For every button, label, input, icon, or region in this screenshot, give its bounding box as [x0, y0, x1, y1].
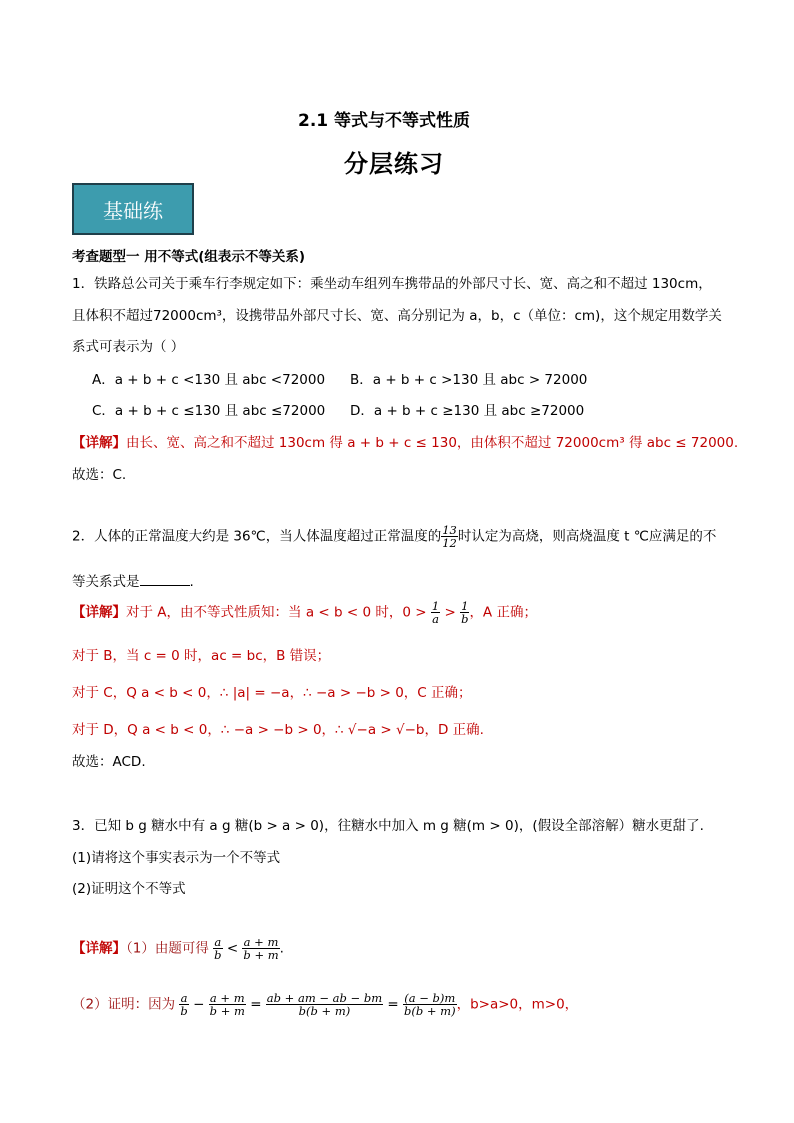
equals-sign: =: [250, 996, 262, 1013]
q2-line2-text: 等关系式是: [72, 574, 140, 590]
q3-d2-pre: （2）证明：因为: [72, 996, 176, 1013]
fraction: [242, 936, 279, 961]
frac-numerator: 13: [442, 523, 457, 537]
q1-answer: 故选：C.: [72, 467, 127, 483]
q2-line2-end: .: [189, 574, 194, 590]
q2-detail-d: 对于 D，Q a < b < 0，∴ −a > −b > 0，∴ √−a > √−b，D 正确.: [72, 722, 484, 738]
q1-option-a: A．a + b + c <130 且 abc <72000: [92, 372, 326, 388]
q2-answer: 故选：ACD.: [72, 754, 146, 770]
q1-detail-text: 由长、宽、高之和不超过 130cm 得 a + b + c ≤ 130，由体积不超过 72000cm³ 得 abc ≤ 72000.: [126, 435, 739, 451]
frac-denominator: b: [461, 612, 469, 626]
detail-tag: 【详解】: [72, 435, 126, 451]
period: .: [279, 940, 284, 957]
frac-denominator: b: [214, 948, 222, 962]
answer-blank[interactable]: [140, 573, 190, 586]
equals-sign: =: [387, 996, 399, 1013]
q2-detail-a: [72, 600, 537, 625]
q2-detail-b: 对于 B，当 c = 0 时，ac = bc，B 错误；: [72, 648, 331, 664]
gt-sign: >: [444, 604, 456, 621]
minus-sign: −: [193, 996, 205, 1013]
q1-option-d: D．a + b + c ≥130 且 abc ≥72000: [350, 403, 585, 419]
q1-option-b: B．a + b + c >130 且 abc > 72000: [350, 372, 588, 388]
q1-line2: 且体积不超过72000cm³，设携带品外部尺寸长、宽、高分别记为 a，b，c（单位：cm)，这个规定用数学关: [72, 308, 722, 324]
frac-numerator: 1: [431, 599, 440, 613]
q3-detail-1: [72, 936, 284, 961]
frac-numerator: a: [214, 935, 222, 949]
frac-denominator: b(b + m): [404, 1004, 456, 1018]
q2-da-pre: 对于 A，由不等式性质知：当 a < b < 0 时，0 >: [126, 604, 427, 621]
frac-denominator: a: [432, 612, 439, 626]
q3-sub1: (1)请将这个事实表示为一个不等式: [72, 850, 281, 866]
page-subtitle: 分层练习: [344, 150, 444, 178]
fraction: [403, 992, 457, 1017]
lt-sign: <: [226, 940, 239, 957]
level-badge: 基础练: [72, 183, 194, 235]
frac-numerator: a + m: [243, 935, 279, 949]
frac-denominator: b(b + m): [298, 1004, 351, 1018]
frac-denominator: 12: [442, 536, 457, 550]
q2-line2: [72, 570, 194, 590]
q1-line3: 系式可表示为（ ）: [72, 339, 185, 355]
frac-denominator: b: [180, 1004, 188, 1018]
section-heading: 考查题型一 用不等式(组表示不等关系): [72, 249, 306, 265]
detail-tag: 【详解】: [72, 940, 126, 957]
q2-fraction: [441, 524, 458, 549]
fraction: [213, 936, 222, 961]
q3-d2-post: ，b>a>0，m>0，: [456, 996, 579, 1013]
q3-d1-pre: （1）由题可得: [126, 940, 209, 957]
q1-detail: [72, 431, 738, 451]
frac-denominator: b + m: [243, 948, 279, 962]
q3-line1: 3．已知 b g 糖水中有 a g 糖(b > a > 0)，往糖水中加入 m g 糖(m > 0)，(假设全部溶解）糖水更甜了.: [72, 818, 704, 834]
q2-text-a: 2．人体的正常温度大约是 36℃，当人体温度超过正常温度的: [72, 528, 442, 545]
detail-tag: 【详解】: [72, 604, 126, 621]
q1-line1: 1．铁路总公司关于乘车行李规定如下：乘坐动车组列车携带品的外部尺寸长、宽、高之和不超过 130cm，: [72, 276, 712, 292]
frac-denominator: b + m: [209, 1004, 245, 1018]
fraction: [179, 992, 188, 1017]
q2-detail-c: 对于 C，Q a < b < 0，∴ |a| = −a，∴ −a > −b > 0，C 正确；: [72, 685, 472, 701]
page-title: 2.1 等式与不等式性质: [298, 111, 471, 131]
frac-numerator: a: [180, 991, 188, 1005]
q3-detail-2: [72, 992, 578, 1017]
fraction: [266, 992, 383, 1017]
q1-option-c: C．a + b + c ≤130 且 abc ≤72000: [92, 403, 326, 419]
q2-text-b: 时认定为高烧，则高烧温度 t ℃应满足的不: [457, 528, 717, 545]
q2-line1: [72, 524, 716, 549]
frac-numerator: a + m: [209, 991, 245, 1005]
q2-da-post: ，A 正确；: [469, 604, 537, 621]
q3-sub2: (2)证明这个不等式: [72, 881, 186, 897]
frac-numerator: 1: [461, 599, 469, 613]
frac-numerator: (a − b)m: [404, 991, 456, 1005]
fraction: [209, 992, 246, 1017]
frac-numerator: ab + am − ab − bm: [266, 991, 383, 1005]
fraction: [431, 600, 440, 625]
